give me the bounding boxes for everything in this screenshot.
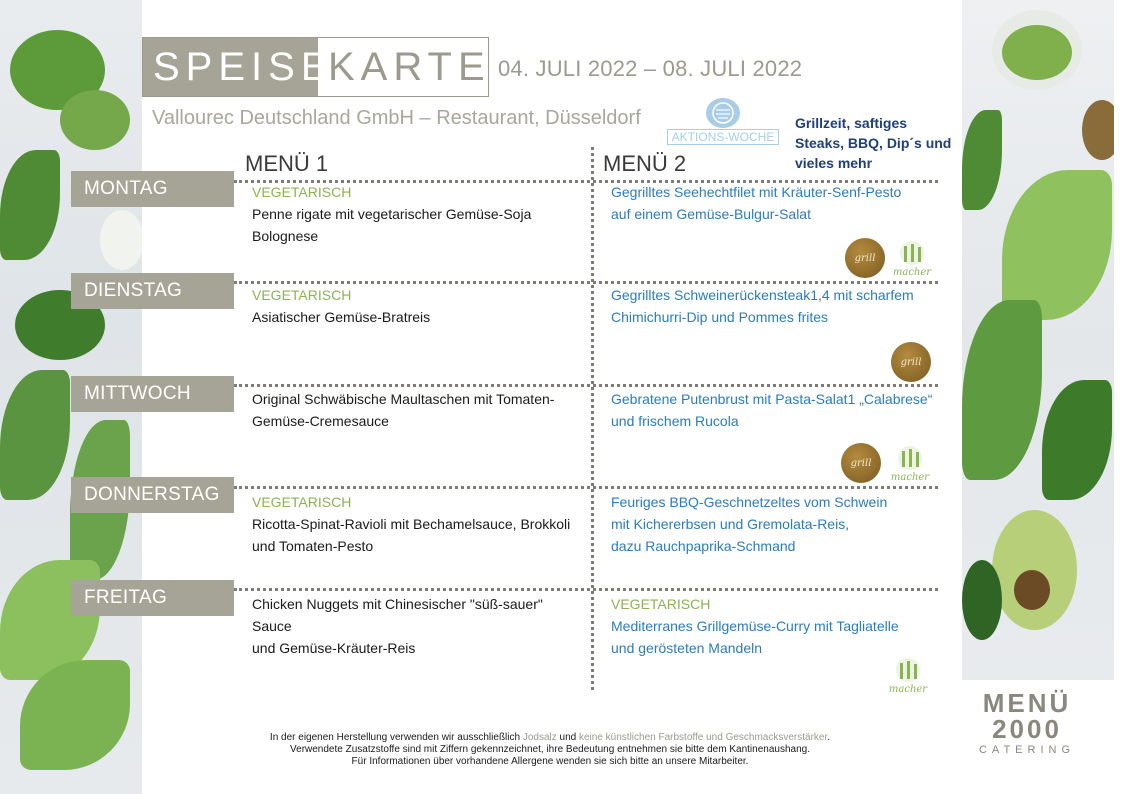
brand-2000: 2000 [992, 714, 1062, 744]
menu1-heading: MENÜ 1 [245, 151, 329, 176]
column-divider [591, 147, 594, 690]
macher-badge-text: macher [892, 267, 932, 278]
footer-line-3: Für Informationen über vorhandene Allergene wenden sie sich bitte an unsere Mitarbeiter. [351, 756, 749, 767]
grill-badge-text: grill [900, 356, 922, 368]
day-tab-dienstag: DIENSTAG [71, 273, 234, 309]
menu2-heading: MENÜ 2 [603, 151, 687, 176]
macher-badge-text: macher [890, 472, 930, 483]
menu1-thursday [252, 491, 582, 557]
menu1-monday [252, 181, 582, 247]
macher-badge-icon [886, 655, 930, 695]
dish-line: Original Schwäbische Maultaschen mit Tomaten- [252, 391, 555, 407]
vegetarian-label: VEGETARISCH [611, 596, 711, 612]
menu2-monday [611, 181, 941, 225]
menu1-tuesday [252, 284, 582, 328]
aktions-woche-badge [667, 98, 779, 148]
bbq-logo-icon [706, 98, 740, 128]
vegetarian-label: VEGETARISCH [252, 494, 352, 510]
dish-line: dazu Rauchpaprika-Schmand [611, 538, 796, 554]
dish-line: Gebratene Putenbrust mit Pasta-Salat1 „Calabrese“ [611, 391, 933, 407]
menu1-friday [252, 593, 582, 659]
footer-highlight: keine künstlichen Farbstoffe und Geschmacksverstärker [579, 732, 828, 743]
brand-logo [967, 690, 1087, 756]
menu2-thursday [611, 491, 941, 557]
dish-line: Penne rigate mit vegetarischer Gemüse-Soja [252, 206, 532, 222]
dish-line: Gegrilltes Schweinerückensteak1,4 mit scharfem [611, 287, 914, 303]
brand-menu: MENÜ [982, 688, 1072, 718]
day-tab-donnerstag: DONNERSTAG [71, 477, 234, 513]
footer-line-1 [200, 732, 900, 744]
title-speise: SPEISE [143, 38, 318, 96]
dish-line: auf einem Gemüse-Bulgur-Salat [611, 206, 811, 222]
vegetarian-label: VEGETARISCH [252, 184, 352, 200]
dish-line: Asiatischer Gemüse-Bratreis [252, 309, 431, 325]
day-tab-freitag: FREITAG [71, 580, 234, 616]
dish-line: mit Kichererbsen und Gremolata-Reis, [611, 516, 850, 532]
dish-line: und Tomaten-Pesto [252, 538, 374, 554]
macher-badge-icon [888, 443, 932, 483]
grill-badge-text: grill [850, 457, 872, 469]
dish-line: Ricotta-Spinat-Ravioli mit Bechamelsauce, Brokkoli [252, 516, 571, 532]
footer-text: . [827, 732, 831, 743]
dish-line: Bolognese [252, 228, 319, 244]
title-box [142, 37, 489, 97]
grill-badge-icon [845, 238, 885, 278]
footer-notes [200, 732, 900, 768]
dish-line: und frischem Rucola [611, 413, 739, 429]
day-tab-montag: MONTAG [71, 171, 234, 207]
dish-line: Mediterranes Grillgemüse-Curry mit Tagliatelle [611, 618, 899, 634]
macher-badge-icon [890, 238, 934, 278]
grill-badge-icon [841, 443, 881, 483]
grill-badge-icon [891, 342, 931, 382]
dish-line: und Gemüse-Kräuter-Reis [252, 640, 416, 656]
footer-highlight: Jodsalz [522, 732, 557, 743]
title-karte: KARTE [328, 44, 491, 89]
dish-line: Gemüse-Cremesauce [252, 413, 389, 429]
vegetarian-label: VEGETARISCH [252, 287, 352, 303]
promo-text: Grillzeit, saftiges Steaks, BBQ, Dip´s und vieles mehr [795, 115, 952, 171]
menu2-tuesday [611, 284, 941, 328]
day-tab-mittwoch: MITTWOCH [71, 376, 234, 412]
footer-text: und [556, 732, 579, 743]
date-range: 04. JULI 2022 – 08. JULI 2022 [498, 56, 803, 81]
row-divider [234, 384, 938, 387]
restaurant-subtitle: Vallourec Deutschland GmbH – Restaurant, Düsseldorf [152, 107, 641, 129]
macher-badge-text: macher [888, 684, 928, 695]
row-divider [234, 588, 938, 591]
brand-catering: CATERING [978, 744, 1076, 756]
vegetable-image-right [962, 0, 1114, 680]
dish-line: Feuriges BBQ-Geschnetzeltes vom Schwein [611, 494, 888, 510]
footer-text: In der eigenen Herstellung verwenden wir ausschließlich [269, 732, 523, 743]
dish-line: Gegrilltes Seehechtfilet mit Kräuter-Senf-Pesto [611, 184, 902, 200]
grill-badge-text: grill [854, 252, 876, 264]
menu2-wednesday [611, 388, 941, 432]
dish-line: und gerösteten Mandeln [611, 640, 762, 656]
footer-line-2: Verwendete Zusatzstoffe sind mit Ziffern gekennzeichnet, ihre Bedeutung entnehmen sie bitte dem Kantinenaushang. [290, 744, 810, 755]
menu2-friday [611, 593, 941, 659]
row-divider [234, 486, 938, 489]
dish-line: Chicken Nuggets mit Chinesischer "süß-sauer" Sauce [252, 596, 543, 634]
menu1-wednesday [252, 388, 582, 432]
aktions-woche-label: AKTIONS-WOCHE [667, 129, 779, 145]
dish-line: Chimichurri-Dip und Pommes frites [611, 309, 829, 325]
